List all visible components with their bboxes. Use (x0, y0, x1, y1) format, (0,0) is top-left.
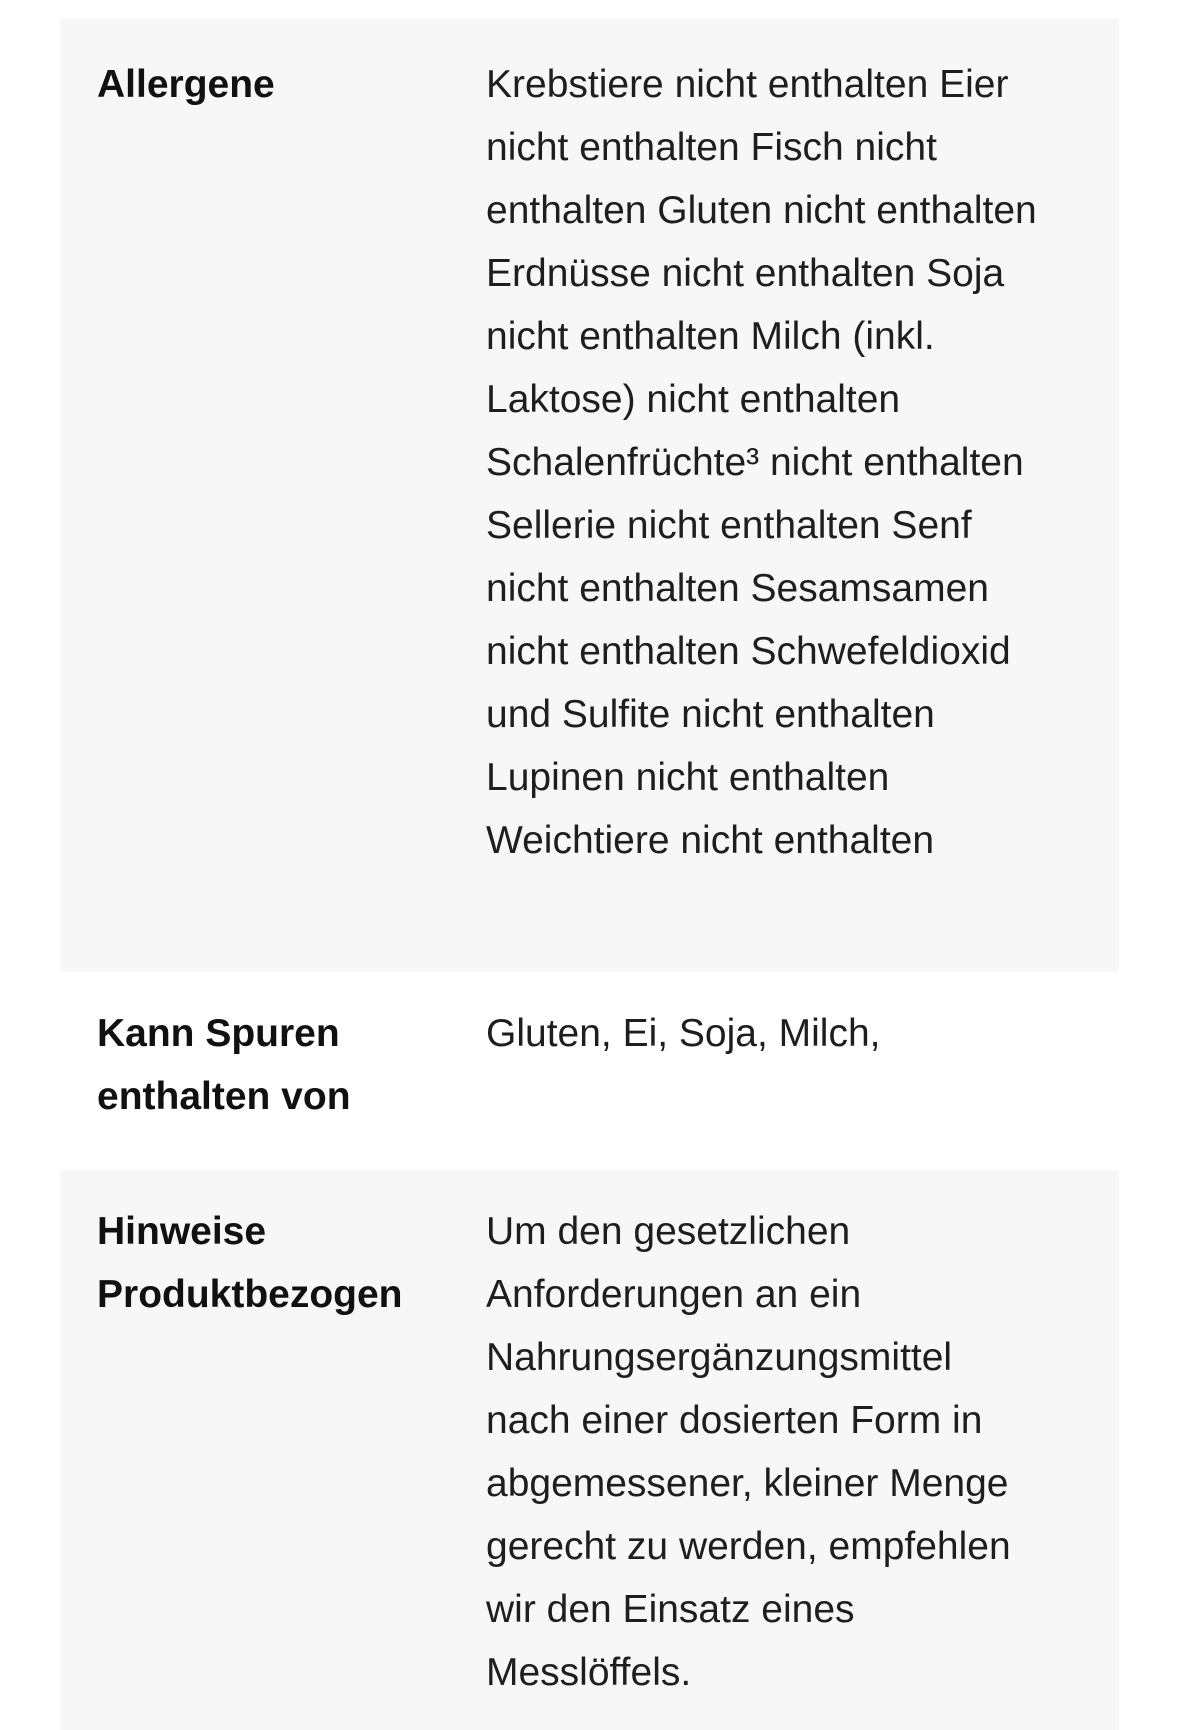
row-label: Allergene (97, 63, 275, 106)
product-info-table (60, 19, 1119, 1730)
table-row-traces (60, 972, 1119, 1170)
row-label: Kann Spuren enthalten von (97, 1012, 351, 1118)
row-value: Gluten, Ei, Soja, Milch, (486, 1012, 881, 1055)
table-row-allergene (60, 19, 1119, 972)
row-value: Um den gesetzlichen Anforderungen an ein Nahrungsergänzungsmittel nach einer dosierten Form in abgemessener, kleiner Menge gerecht zu werden, empfehlen wir den Einsatz eines Messlöffels. (486, 1210, 1011, 1694)
table-row-notes (60, 1170, 1119, 1730)
row-label: Hinweise Produktbezogen (97, 1210, 403, 1316)
row-value: Krebstiere nicht enthalten Eier nicht enthalten Fisch nicht enthalten Gluten nicht enthalten Erdnüsse nicht enthalten Soja nicht enthalten Milch (inkl. Laktose) nicht enthalten Schalenfrüchte³ nicht enthalten Sellerie nicht enthalten Senf nicht enthalten Sesamsamen nicht enthalten Schwefeldioxid und Sulfite nicht enthalten Lupinen nicht enthalten Weichtiere nicht enthalten (486, 63, 1037, 862)
